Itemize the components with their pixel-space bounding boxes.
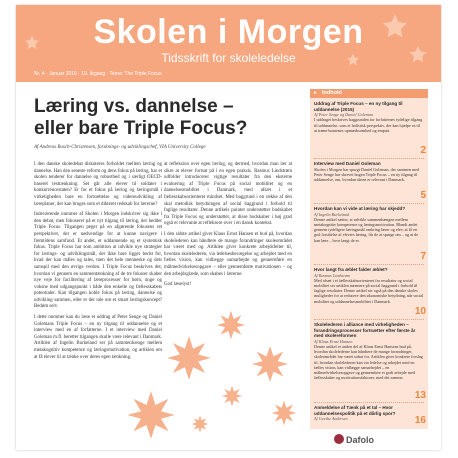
contents-heading: Indhold (322, 90, 342, 96)
headline-line-2: eller bare Triple Focus? (34, 118, 248, 139)
toc-page-number: 2 (420, 145, 426, 156)
star-decoration-icon (24, 35, 40, 51)
toc-item-title: Interview med Daniel Goleman (314, 161, 381, 166)
paragraph: Indeværende nummer af Skolen i Morgen indskriver sig ikke i den debat, men fokuserer på et nyt tilgang til læring, der hedder Triple Focus. Tilgangen peger på en afgørende fokusens ret perspektivet, der er nødvendige for at kunne navigere i fremtidens samfund. Et andet, et uddannende og et systemisk fokus. Triple Focus har som ambition at udvikle nye strategier for lærings- og udviklingsmål, der ikke bare ligger bedst for, hvad der kan måles og tales, men det hele menneske og dets samspil med den øvrige verden. I Triple Focus beskrives det, hvordan vi gennem en sammentænkning af de tre fokuser skaber nye veje for facilitering af læreprocesser for børn, unge og voksne med udgangspunkt i både den enkelte og fællesskabets potentialer. Kan tilgangen koble fokus på læring, dannelse og udvikling sammen, eller er der tale om et smart læringskoncept? Bedøm selv. (34, 212, 162, 310)
toc-item-title: Anmeldelse af Tænk på et tal – Hvor uddannelsespolitik på et dårlig spor? (314, 405, 396, 416)
magazine-subtitle: Tidsskrift for skoleledelse (161, 51, 296, 65)
star-decoration-icon (126, 390, 176, 440)
star-decoration-icon (166, 335, 212, 381)
article-headline (34, 96, 304, 140)
toc-item-author: Af Klaus Ernst Hansen (314, 338, 353, 344)
paragraph: I den sidste artikel giver Klaus Ernst Hansen et bud på, hvordan skolelederen kan håndtere de mange forandringer skoleområdet har været med og. Artiklen giver konkrete arbejdsfelter til, hvordan skolelederen, via ledelsesbevægelse og arbejdet med en fælles vision, kan vidlægge samarbejde og gennemføre en målmedvirkelsesopgave – eller gennemførte motivationen – og den arbejdsglæde, som skabes i lærerne. (164, 231, 292, 277)
publisher-logo-icon (334, 434, 344, 444)
toc-item-author: Af Goethe Andersen (314, 416, 348, 422)
toc-item-description: Skolen i Morgen har spurgt Daniel Goleman, der sammen med Peter Senge har skrevet bogen Triple Focus – en ny tilgang til uddannelse, om, hvordan ideen er relevant i Danmark. (314, 166, 420, 182)
toc-item-title: Skolelederen i alliance med virkeligheden – forandringsprocesser fortsætter efter første år med skolereformen (314, 322, 416, 339)
star-decoration-icon (191, 415, 209, 433)
star-decoration-icon (221, 385, 243, 407)
divider (314, 203, 424, 204)
toc-item-author: Af Peter Senge og Daniel Goleman (314, 112, 373, 118)
toc-page-number: 16 (414, 415, 426, 426)
toc-item[interactable] (314, 206, 424, 243)
toc-page-number: 10 (414, 306, 426, 317)
toc-item[interactable] (314, 161, 424, 182)
paragraph: I den danske skoledebat diskuteres forholdet mellem læring og dannelse. Han den seneste reform og dens fokus på læring, har et skolen tenderer for dannelse og robusthed og i særligt OECD-baseret testtænkning. Set går alle elever til soldater i konkurrencestaten? Er for et fokus på læring og læringsmål i virkeligheden bare en fortsættelse og videreudvikling af læreplaner, der kan bruges som et dikteret redskab for lærerne? (34, 162, 162, 207)
issue-line: Nr. 4 · Januar 2016 · 19. årgang · Tema: The Triple Focus (34, 71, 162, 77)
masthead (16, 5, 441, 82)
magazine-page (16, 5, 441, 450)
toc-item-title: Uddrag af Triple Focus – en ny tilgang til uddannelse (2015) (314, 101, 403, 112)
toc-item[interactable] (314, 267, 424, 304)
divider (314, 319, 424, 320)
publisher-logo: Dafolo (346, 435, 374, 445)
paragraph: at refleksion over egen læring, og dermed, hvordan man lær at sikre at elever fortsat på i en egen praksis. Rasmus Lindstrøm udfolder introducerer vigtige resultater fra den eksterne evaluering af Triple Focus på social mobilitet og en dannelsesmoblitet i Danmark, med afsæt i et fællesskabsorienteret mindset. Med baggrund i en række af den skal metodisk betydningen af social baggrund i forhold til faglige resultater. Denne artikels pointer understøtter budskabet fra Triple Focus og understøtter, at disse budskaber i høj grad også er relevante at refleksere over i en dansk kontekst. (164, 162, 292, 227)
toc-item-title: Hvor langt fra æblet falder æblet? (314, 267, 388, 272)
article-column-1 (34, 162, 162, 365)
contents-sidebar (310, 89, 428, 429)
star-decoration-icon (251, 345, 289, 383)
divider (314, 158, 424, 159)
toc-item-title: Hvordan kan vi vide at læring har skjedd? (314, 206, 406, 211)
toc-item[interactable] (314, 101, 424, 133)
toc-page-number: 5 (420, 190, 426, 201)
toc-page-number: 7 (420, 251, 426, 262)
toc-item-description: Med afsæt i et fællesskabsorienteret fra resultater og social mobilitet ser artiklen nærmere på social baggrund i forhold til faglige resultater. Denne artikel ser også på den danske skoles muligheder for at reducere den økonomiske betydning, når social mobilitet og uddannelsesmobilitet i Danmark. (314, 277, 424, 304)
article-column-2 (164, 162, 292, 293)
divider (314, 264, 424, 265)
toc-item[interactable] (314, 405, 424, 421)
toc-item-description: I uddraget beskrives baggrunden for forfatternes tydelige tilgang til uddannelse, som et holistisk perspektiv, der kan hjælpe os til at træne børnenes opmærksomhed og empati. (314, 117, 423, 133)
star-decoration-icon (346, 53, 360, 67)
toc-item-author: Af Ingelin Burkeland (314, 211, 350, 217)
paragraph: God læselyst! (164, 282, 192, 288)
headline-line-1: Læring vs. dannelse – (34, 96, 234, 117)
paragraph: I dette nummer kan du læse et uddrag af Peter Senge og Daniel Golemans Triple Focus – en ny tilgang til uddannelse og et interview med en af forfatterne. I et interview med Daniel Goleman m.fl. beretter tilgangen skulle være relevant i Danmark. Artiklen af Ingelin Burkeland ser på sammenhænge mellem metakognitiv kompetence og læringsmotivation, og artiklen om at få elever til at tænke over deres egen tænkning. (34, 315, 162, 360)
magazine-title: Skolen i Morgen (93, 13, 364, 51)
toc-item-author: Af Rasmus Lindstrøm (314, 272, 351, 278)
star-decoration-icon (381, 13, 409, 41)
star-decoration-icon (408, 45, 428, 65)
star-decoration-icon (216, 310, 246, 340)
toc-page-number: 13 (414, 390, 426, 401)
toc-item-description: Denne artikel sætter, at udvikle sammenhængen mellem metakognitiv kompetence og læringsmotivation. Blandt andet gennem tydeligere læringsmål omkring lærer og elev, at få en god forståelse af elevers læring, får de at spørge om – og at de kan lære – hvor langt de er. (314, 216, 419, 243)
star-decoration-icon (271, 400, 297, 426)
article-byline: Af Andreas Rasch-Christensen, forsknings- og udviklingschef, VIA University College (34, 145, 206, 150)
arrow-right-icon: ▸ (314, 90, 317, 96)
divider (314, 402, 424, 403)
contents-header (310, 89, 428, 98)
toc-item[interactable] (314, 322, 424, 380)
toc-item-description: Denne artikel er anden del af Klaus Ernst Hansens bud på, hvordan skolelederne kan håndtere de mange forandringer, skoleområdet har været udsat for. Artiklen giver konkrete forslag til, hvordan skolelederen kan via ledelse og arbejdet med en fælles vision, kan vidlægge samarbejdet – en målmedvirkelsesopgave og gennemføre et godt arbejde med fællesskaber og motivationsfaktorer, med det samme. (314, 343, 423, 381)
